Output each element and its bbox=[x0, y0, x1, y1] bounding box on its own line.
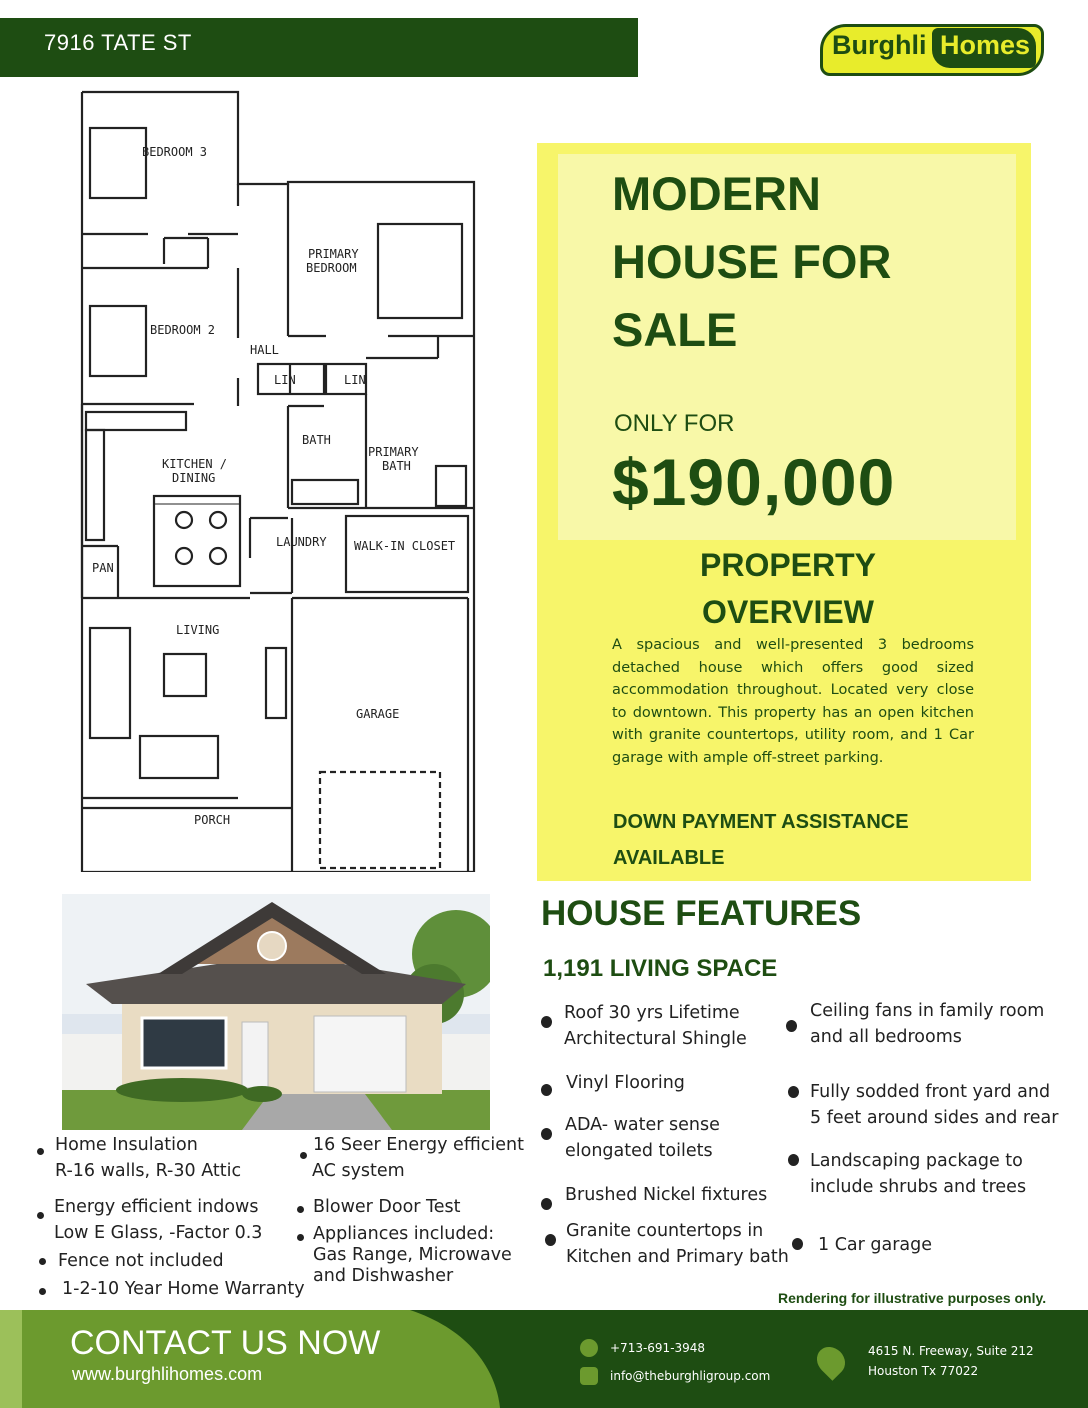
feature-line: ADA- water sense bbox=[565, 1115, 720, 1135]
feature-item bbox=[566, 1218, 789, 1270]
bullet-icon bbox=[37, 1148, 44, 1155]
feature-line: 1 Car garage bbox=[818, 1235, 933, 1255]
headline-line: HOUSE FOR bbox=[612, 235, 892, 288]
bullet-icon bbox=[300, 1152, 307, 1159]
room-label: BATH bbox=[302, 433, 331, 447]
feature-line: 1-2-10 Year Home Warranty bbox=[62, 1279, 305, 1299]
headline-line: MODERN bbox=[612, 167, 821, 220]
bullet-icon bbox=[541, 1198, 552, 1210]
room-label: LIN bbox=[344, 373, 366, 387]
floor-plan-labels bbox=[92, 145, 455, 827]
website-link[interactable]: www.burghlihomes.com bbox=[72, 1364, 263, 1384]
room-label: PAN bbox=[92, 561, 114, 575]
feature-line: Energy efficient indows bbox=[54, 1197, 259, 1217]
feature-line: Gas Range, Microwave bbox=[313, 1245, 512, 1265]
dpa-line: DOWN PAYMENT ASSISTANCE bbox=[613, 811, 909, 833]
room-label: LIVING bbox=[176, 623, 220, 637]
feature-line: Architectural Shingle bbox=[564, 1029, 747, 1049]
room-label: PRIMARY bbox=[308, 247, 359, 261]
feature-line: include shrubs and trees bbox=[810, 1177, 1027, 1197]
property-address: 7916 TATE ST bbox=[44, 30, 192, 55]
phone-icon bbox=[580, 1339, 598, 1357]
feature-item bbox=[62, 1276, 305, 1302]
feature-line: Fence not included bbox=[58, 1251, 224, 1271]
feature-item bbox=[565, 1112, 720, 1164]
feature-item bbox=[313, 1224, 512, 1287]
bullet-icon bbox=[297, 1234, 304, 1241]
bullet-icon bbox=[541, 1084, 552, 1096]
down-payment-note bbox=[613, 804, 993, 876]
overview-title-line: PROPERTY bbox=[699, 547, 877, 583]
feature-line: Fully sodded front yard and bbox=[810, 1082, 1051, 1102]
room-label: HALL bbox=[250, 343, 279, 357]
overview-text: A spacious and well-presented 3 bedrooms detached house which offers good sized accommodation throughout. Located very close to downtown. This property has an open kitchen with granite countertops, utility room, and 1 Car garage with ample off-street parking. bbox=[612, 637, 974, 766]
feature-line: Kitchen and Primary bath bbox=[566, 1247, 789, 1267]
logo-word-homes: Homes bbox=[940, 30, 1031, 60]
bullet-icon bbox=[792, 1238, 803, 1250]
bullet-icon bbox=[541, 1016, 552, 1028]
logo-word-homes-box bbox=[932, 28, 1036, 68]
rendering-disclaimer: Rendering for illustrative purposes only. bbox=[778, 1290, 1047, 1306]
contact-heading: CONTACT US NOW bbox=[70, 1324, 381, 1362]
burghli-homes-logo bbox=[820, 24, 1044, 76]
bullet-icon bbox=[39, 1288, 46, 1295]
feature-line: Roof 30 yrs Lifetime bbox=[564, 1003, 740, 1023]
house-rendering bbox=[62, 894, 490, 1130]
feature-line: Blower Door Test bbox=[313, 1197, 461, 1217]
only-for-label: ONLY FOR bbox=[614, 410, 735, 437]
bullet-icon bbox=[788, 1154, 799, 1166]
phone-number[interactable]: +713-691-3948 bbox=[610, 1341, 706, 1355]
address-line: Houston Tx 77022 bbox=[868, 1364, 979, 1378]
room-label: BEDROOM bbox=[306, 261, 357, 275]
feature-line: Ceiling fans in family room bbox=[810, 1001, 1045, 1021]
feature-line: and all bedrooms bbox=[810, 1027, 962, 1047]
feature-item bbox=[54, 1194, 262, 1246]
feature-item bbox=[55, 1132, 241, 1184]
headline-line: SALE bbox=[612, 303, 738, 356]
feature-item bbox=[313, 1132, 524, 1184]
address-line: 4615 N. Freeway, Suite 212 bbox=[868, 1344, 1034, 1358]
room-label: BEDROOM 2 bbox=[150, 323, 216, 337]
features-title: HOUSE FEATURES bbox=[541, 894, 862, 933]
room-label: LIN bbox=[274, 373, 296, 387]
price: $190,000 bbox=[612, 445, 896, 519]
feature-line: R-16 walls, R-30 Attic bbox=[55, 1161, 242, 1181]
feature-item bbox=[564, 1000, 747, 1052]
bullet-icon bbox=[786, 1020, 797, 1032]
feature-line: AC system bbox=[312, 1161, 405, 1181]
room-label: LAUNDRY bbox=[276, 535, 327, 549]
feature-line: Landscaping package to bbox=[810, 1151, 1023, 1171]
overview-title bbox=[600, 542, 976, 636]
bullet-icon bbox=[788, 1086, 799, 1098]
feature-line: 5 feet around sides and rear bbox=[810, 1108, 1059, 1128]
feature-line: elongated toilets bbox=[565, 1141, 713, 1161]
feature-line: 16 Seer Energy efficient bbox=[313, 1135, 524, 1155]
floor-plan bbox=[78, 88, 480, 872]
bullet-icon bbox=[37, 1212, 44, 1219]
email-address[interactable]: info@theburghligroup.com bbox=[610, 1369, 771, 1383]
room-label: PORCH bbox=[194, 813, 231, 827]
feature-line: Appliances included: bbox=[313, 1224, 495, 1244]
email-icon bbox=[580, 1367, 598, 1385]
logo-word-burghli: Burghli bbox=[832, 30, 927, 60]
feature-item bbox=[58, 1248, 224, 1274]
room-label: BATH bbox=[382, 459, 411, 473]
bullet-icon bbox=[541, 1128, 552, 1140]
overview-title-line: OVERVIEW bbox=[702, 594, 874, 630]
feature-item bbox=[810, 998, 1044, 1050]
feature-item bbox=[818, 1232, 932, 1258]
room-label: PRIMARY bbox=[368, 445, 419, 459]
feature-item bbox=[810, 1148, 1026, 1200]
headline bbox=[612, 160, 992, 364]
feature-item bbox=[810, 1079, 1058, 1131]
bullet-icon bbox=[545, 1234, 556, 1246]
room-label: BEDROOM 3 bbox=[142, 145, 208, 159]
feature-line: Low E Glass, -Factor 0.3 bbox=[54, 1223, 263, 1243]
feature-item bbox=[566, 1070, 685, 1096]
feature-line: Brushed Nickel fixtures bbox=[565, 1185, 768, 1205]
living-space: 1,191 LIVING SPACE bbox=[543, 955, 778, 982]
room-label: GARAGE bbox=[356, 707, 400, 721]
feature-item bbox=[313, 1194, 461, 1220]
room-label: WALK-IN CLOSET bbox=[354, 539, 456, 553]
feature-line: and Dishwasher bbox=[313, 1266, 454, 1286]
room-label: KITCHEN / bbox=[162, 457, 228, 471]
dpa-line: AVAILABLE bbox=[613, 847, 725, 869]
bullet-icon bbox=[39, 1258, 46, 1265]
feature-line: Vinyl Flooring bbox=[566, 1073, 685, 1093]
bullet-icon bbox=[297, 1206, 304, 1213]
room-label: DINING bbox=[172, 471, 216, 485]
feature-item bbox=[565, 1182, 767, 1208]
feature-line: Home Insulation bbox=[55, 1135, 198, 1155]
feature-line: Granite countertops in bbox=[566, 1221, 764, 1241]
